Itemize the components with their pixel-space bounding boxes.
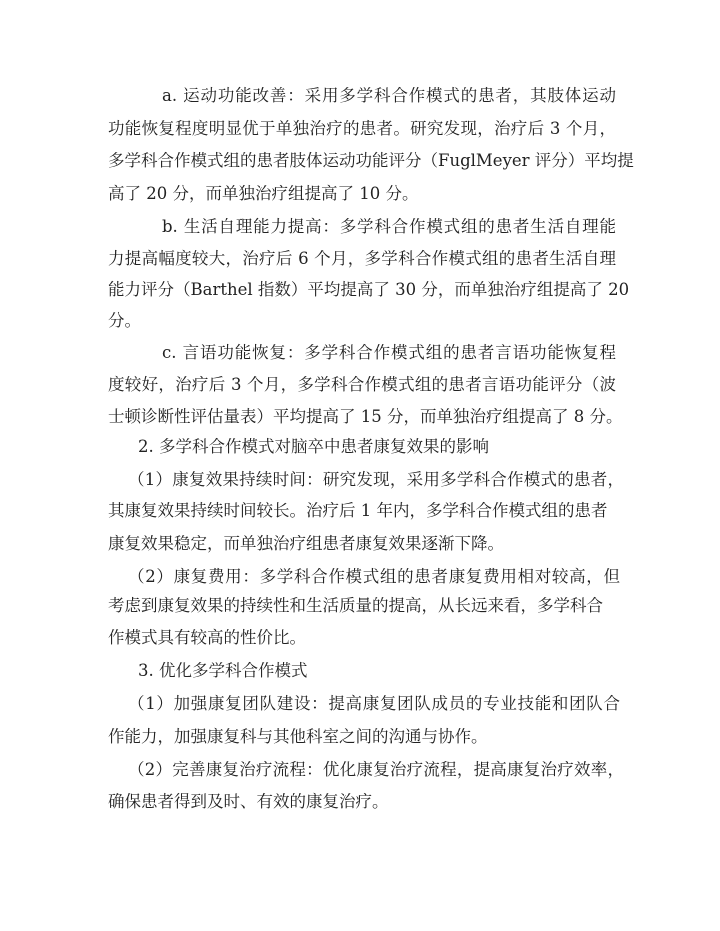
paragraph-line: b. 生活自理能力提高：多学科合作模式组的患者生活自理能 [162, 217, 616, 236]
paragraph-line: 其康复效果持续时间较长。治疗后 1 年内，多学科合作模式组的患者 [108, 501, 608, 520]
paragraph-line: 多学科合作模式组的患者肢体运动功能评分（FuglMeyer 评分）平均提 [108, 151, 634, 170]
paragraph-line: （1）加强康复团队建设：提高康复团队成员的专业技能和团队合 [128, 694, 620, 713]
paragraph-line: 力提高幅度较大，治疗后 6 个月，多学科合作模式组的患者生活自理 [108, 249, 616, 268]
paragraph-line: 高了 20 分，而单独治疗组提高了 10 分。 [108, 184, 419, 203]
paragraph-line: 作模式具有较高的性价比。 [108, 628, 306, 647]
paragraph-line: 确保患者得到及时、有效的康复治疗。 [108, 792, 389, 811]
paragraph-line: （2）完善康复治疗流程：优化康复治疗流程，提高康复治疗效率， [128, 760, 624, 779]
paragraph-line: c. 言语功能恢复：多学科合作模式组的患者言语功能恢复程 [162, 343, 616, 362]
paragraph-line: 度较好，治疗后 3 个月，多学科合作模式组的患者言语功能评分（波 [108, 375, 616, 394]
paragraph-line: 能力评分（Barthel 指数）平均提高了 30 分，而单独治疗组提高了 20 [108, 280, 630, 299]
paragraph-line: 作能力，加强康复科与其他科室之间的沟通与协作。 [108, 727, 488, 746]
paragraph-line: a. 运动功能改善：采用多学科合作模式的患者，其肢体运动 [162, 86, 616, 105]
paragraph-line: 士顿诊断性评估量表）平均提高了 15 分，而单独治疗组提高了 8 分。 [108, 407, 623, 426]
paragraph-line: （2）康复费用：多学科合作模式组的患者康复费用相对较高，但 [128, 567, 620, 586]
section-heading: 2. 多学科合作模式对脑卒中患者康复效果的影响 [138, 437, 489, 456]
paragraph-line: 考虑到康复效果的持续性和生活质量的提高，从长远来看，多学科合 [108, 596, 603, 615]
paragraph-line: 功能恢复程度明显优于单独治疗的患者。研究发现，治疗后 3 个月， [108, 119, 616, 138]
paragraph-line: （1）康复效果持续时间：研究发现，采用多学科合作模式的患者， [128, 470, 624, 489]
paragraph-line: 康复效果稳定，而单独治疗组患者康复效果逐渐下降。 [108, 534, 504, 553]
paragraph-line: 分。 [108, 311, 141, 330]
section-heading: 3. 优化多学科合作模式 [138, 661, 308, 680]
